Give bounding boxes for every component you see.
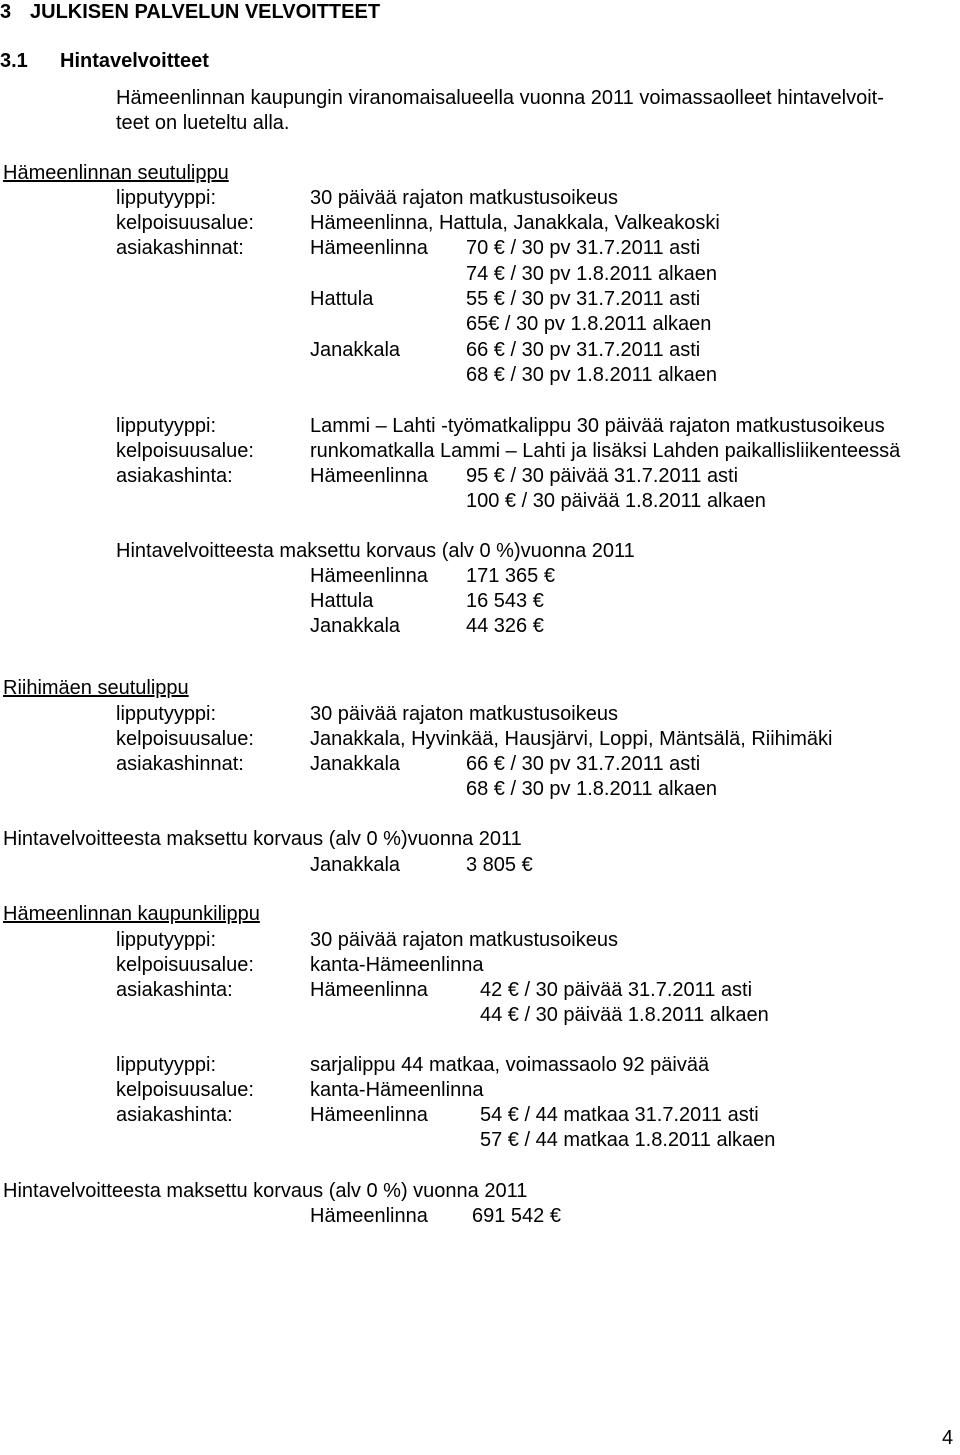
label-validity-area: kelpoisuusalue: <box>116 212 254 234</box>
ticket-title-riihimaen-seutulippu: Riihimäen seutulippu <box>3 677 189 699</box>
price-place: Hämeenlinna <box>310 465 428 487</box>
price-place: Hämeenlinna <box>310 237 428 259</box>
price-value: 57 € / 44 matkaa 1.8.2011 alkaen <box>480 1129 776 1151</box>
price-value: 70 € / 30 pv 31.7.2011 asti <box>466 237 701 259</box>
compensation-title: Hintavelvoitteesta maksettu korvaus (alv 0 %) vuonna 2011 <box>3 1180 528 1202</box>
validity-area: Hämeenlinna, Hattula, Janakkala, Valkeakoski <box>310 212 720 234</box>
price-place: Hämeenlinna <box>310 1104 428 1126</box>
label-customer-prices: asiakashinnat: <box>116 753 244 775</box>
price-value: 68 € / 30 pv 1.8.2011 alkaen <box>466 778 717 800</box>
page-number: 4 <box>942 1427 954 1449</box>
label-customer-price: asiakashinta: <box>116 1104 233 1126</box>
ticket-title-hameenlinnan-seutulippu: Hämeenlinnan seutulippu <box>3 162 229 184</box>
label-customer-price: asiakashinta: <box>116 979 233 1001</box>
price-place: Janakkala <box>310 753 401 775</box>
compensation-amount: 16 543 € <box>466 590 544 612</box>
price-place: Janakkala <box>310 339 401 361</box>
label-ticket-type: lipputyyppi: <box>116 1054 217 1076</box>
price-place: Hattula <box>310 288 374 310</box>
ticket-type: 30 päivää rajaton matkustusoikeus <box>310 929 618 951</box>
price-value: 74 € / 30 pv 1.8.2011 alkaen <box>466 263 717 285</box>
intro-text-line1: Hämeenlinnan kaupungin viranomaisalueella vuonna 2011 voimassaolleet hintavelvoit- <box>116 87 884 109</box>
price-value: 95 € / 30 päivää 31.7.2011 asti <box>466 465 739 487</box>
label-validity-area: kelpoisuusalue: <box>116 440 254 462</box>
ticket-type: Lammi – Lahti -työmatkalippu 30 päivää rajaton matkustusoikeus <box>310 415 885 437</box>
compensation-place: Janakkala <box>310 854 401 876</box>
label-ticket-type: lipputyyppi: <box>116 703 217 725</box>
compensation-amount: 691 542 € <box>472 1205 561 1227</box>
compensation-place: Hämeenlinna <box>310 565 428 587</box>
label-customer-prices: asiakashinnat: <box>116 237 244 259</box>
label-validity-area: kelpoisuusalue: <box>116 1079 254 1101</box>
validity-area: Janakkala, Hyvinkää, Hausjärvi, Loppi, Mäntsälä, Riihimäki <box>310 728 833 750</box>
label-ticket-type: lipputyyppi: <box>116 929 217 951</box>
price-value: 100 € / 30 päivää 1.8.2011 alkaen <box>466 490 766 512</box>
intro-text-line2: teet on lueteltu alla. <box>116 112 290 134</box>
compensation-title: Hintavelvoitteesta maksettu korvaus (alv 0 %)vuonna 2011 <box>116 540 635 562</box>
compensation-amount: 3 805 € <box>466 854 533 876</box>
label-ticket-type: lipputyyppi: <box>116 187 217 209</box>
ticket-title-hameenlinnan-kaupunkilippu: Hämeenlinnan kaupunkilippu <box>3 903 260 925</box>
ticket-type: 30 päivää rajaton matkustusoikeus <box>310 703 618 725</box>
label-validity-area: kelpoisuusalue: <box>116 954 254 976</box>
section-title: JULKISEN PALVELUN VELVOITTEET <box>30 1 381 23</box>
price-value: 44 € / 30 päivää 1.8.2011 alkaen <box>480 1004 769 1026</box>
ticket-type: 30 päivää rajaton matkustusoikeus <box>310 187 618 209</box>
price-value: 66 € / 30 pv 31.7.2011 asti <box>466 339 701 361</box>
subsection-number: 3.1 <box>0 50 28 72</box>
price-value: 55 € / 30 pv 31.7.2011 asti <box>466 288 701 310</box>
price-value: 66 € / 30 pv 31.7.2011 asti <box>466 753 701 775</box>
section-number: 3 <box>0 1 12 23</box>
price-value: 54 € / 44 matkaa 31.7.2011 asti <box>480 1104 759 1126</box>
validity-area: kanta-Hämeenlinna <box>310 1079 484 1101</box>
validity-area: runkomatkalla Lammi – Lahti ja lisäksi Lahden paikallisliikenteessä <box>310 440 901 462</box>
validity-area: kanta-Hämeenlinna <box>310 954 484 976</box>
compensation-amount: 171 365 € <box>466 565 555 587</box>
price-value: 65€ / 30 pv 1.8.2011 alkaen <box>466 313 712 335</box>
compensation-amount: 44 326 € <box>466 615 544 637</box>
price-place: Hämeenlinna <box>310 979 428 1001</box>
price-value: 42 € / 30 päivää 31.7.2011 asti <box>480 979 753 1001</box>
label-customer-price: asiakashinta: <box>116 465 233 487</box>
compensation-place: Janakkala <box>310 615 401 637</box>
subsection-title: Hintavelvoitteet <box>60 50 209 72</box>
ticket-type: sarjalippu 44 matkaa, voimassaolo 92 päivää <box>310 1054 710 1076</box>
label-validity-area: kelpoisuusalue: <box>116 728 254 750</box>
label-ticket-type: lipputyyppi: <box>116 415 217 437</box>
compensation-place: Hämeenlinna <box>310 1205 428 1227</box>
price-value: 68 € / 30 pv 1.8.2011 alkaen <box>466 364 717 386</box>
compensation-place: Hattula <box>310 590 374 612</box>
compensation-title: Hintavelvoitteesta maksettu korvaus (alv 0 %)vuonna 2011 <box>3 828 522 850</box>
